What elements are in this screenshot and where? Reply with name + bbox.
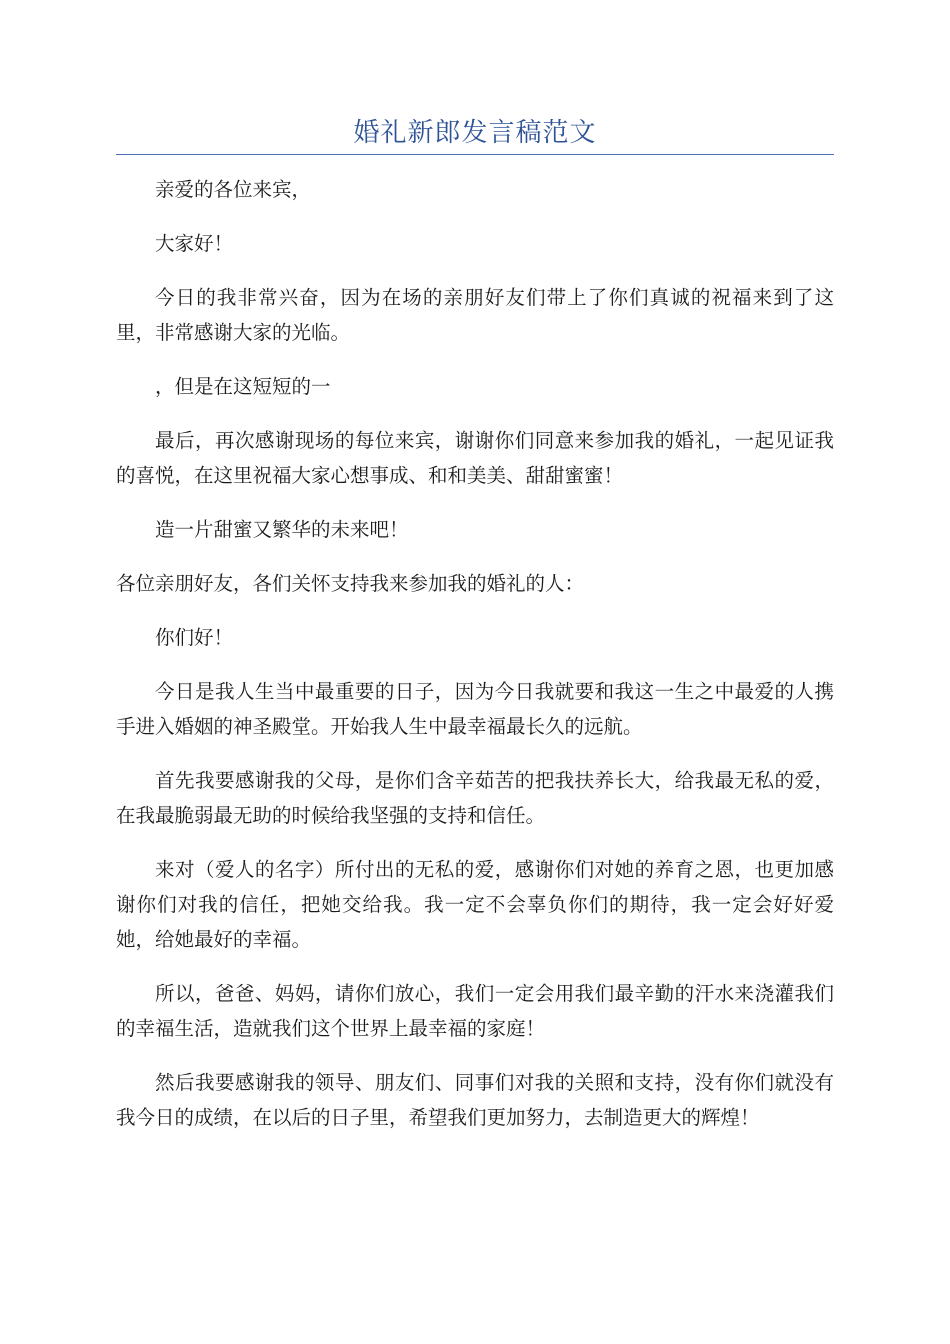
paragraph: 亲爱的各位来宾，	[155, 178, 312, 201]
paragraph: 你们好！	[155, 626, 234, 649]
document-body	[116, 172, 834, 1154]
document-title: 婚礼新郎发言稿范文	[353, 118, 597, 148]
paragraph: 各位亲朋好友，各们关怀支持我来参加我的婚礼的人：	[116, 572, 585, 595]
paragraph: 今日的我非常兴奋，因为在场的亲朋好友们带上了你们真诚的祝福来到了这里，非常感谢大家的光临。	[116, 286, 834, 344]
paragraph: 然后我要感谢我的领导、朋友们、同事们对我的关照和支持，没有你们就没有我今日的成绩，在以后的日子里，希望我们更加努力，去制造更大的辉煌！	[116, 1071, 834, 1129]
paragraph: 所以，爸爸、妈妈，请你们放心，我们一定会用我们最辛勤的汗水来浇灌我们的幸福生活，造就我们这个世界上最幸福的家庭！	[116, 982, 834, 1040]
paragraph: 今日是我人生当中最重要的日子，因为今日我就要和我这一生之中最爱的人携手进入婚姻的神圣殿堂。开始我人生中最幸福最长久的远航。	[116, 680, 834, 738]
paragraph: 来对（爱人的名字）所付出的无私的爱，感谢你们对她的养育之恩，也更加感谢你们对我的信任，把她交给我。我一定不会辜负你们的期待，我一定会好好爱她，给她最好的幸福。	[116, 858, 834, 951]
paragraph: ，但是在这短短的一	[155, 375, 331, 398]
paragraph: 最后，再次感谢现场的每位来宾，谢谢你们同意来参加我的婚礼，一起见证我的喜悦，在这里祝福大家心想事成、和和美美、甜甜蜜蜜！	[116, 429, 834, 487]
paragraph: 大家好！	[155, 232, 234, 255]
paragraph: 首先我要感谢我的父母，是你们含辛茹苦的把我扶养长大，给我最无私的爱，在我最脆弱最无助的时候给我坚强的支持和信任。	[116, 769, 834, 827]
paragraph: 造一片甜蜜又繁华的未来吧！	[155, 518, 409, 541]
title-underline	[116, 154, 834, 155]
document-page	[116, 0, 834, 1344]
